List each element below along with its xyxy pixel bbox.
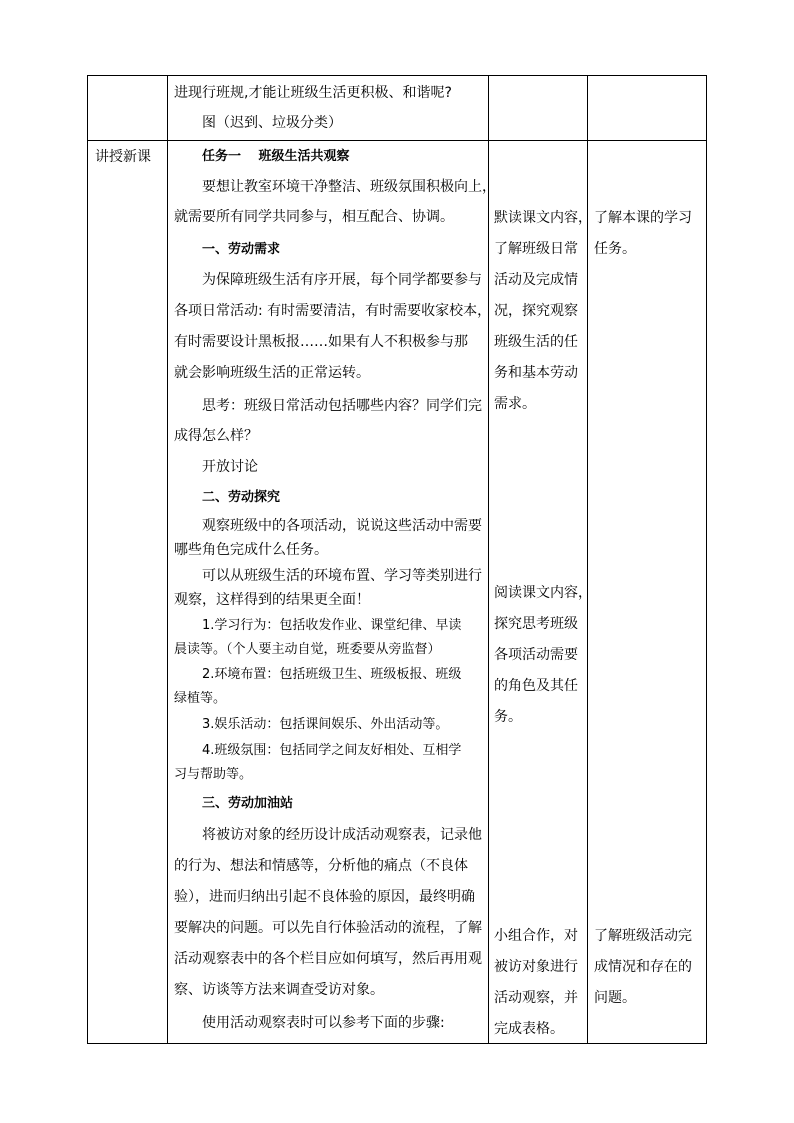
list-item-2-line-2: 绿植等。 — [174, 691, 227, 706]
station-line-2: 的行为、想法和情感等，分析他的痛点（不良体 — [174, 858, 468, 874]
design-intent-2-line-3: 问题。 — [594, 990, 636, 1006]
explore-line-4: 观察，这样得到的结果更全面！ — [174, 592, 370, 608]
steps-line: 使用活动观察表时可以参考下面的步骤: — [202, 1015, 445, 1031]
table-col-divider-1 — [167, 75, 168, 1044]
table-border-right — [706, 75, 707, 1044]
design-intent-1-line-2: 任务。 — [594, 241, 636, 257]
student-activity-1-line-2: 了解班级日常 — [494, 241, 578, 257]
station-line-3: 验），进而归纳出引起不良体验的原因，最终明确 — [174, 889, 475, 905]
list-item-1-line-2: 晨读等。（个人要主动自觉，班委要从旁监督） — [174, 642, 441, 657]
explore-line-2: 哪些角色完成什么任务。 — [174, 542, 328, 558]
task-title: 任务一 班级生活共观察 — [202, 149, 350, 164]
table-col-divider-2 — [488, 75, 489, 1044]
list-item-1-line-1: 1.学习行为：包括收发作业、课堂纪律、早读 — [202, 618, 462, 633]
demand-line-3: 有时需要设计黑板报……如果有人不积极参与那 — [174, 334, 468, 350]
table-border-left — [87, 75, 88, 1044]
station-line-1: 将被访对象的经历设计成活动观察表，记录他 — [202, 827, 482, 843]
top-row-line-2: 图（迟到、垃圾分类） — [202, 115, 342, 131]
intro-line-1: 要想让教室环境干净整洁、班级氛围积极向上， — [202, 179, 496, 195]
explore-line-1: 观察班级中的各项活动，说说这些活动中需要 — [202, 518, 482, 534]
section-title-station: 三、劳动加油站 — [202, 796, 294, 811]
demand-line-4: 就会影响班级生活的正常运转。 — [174, 365, 370, 381]
station-line-4: 要解决的问题。可以先自行体验活动的流程，了解 — [174, 920, 482, 936]
explore-line-3: 可以从班级生活的环境布置、学习等类别进行 — [202, 568, 482, 584]
student-activity-1-line-1: 默读课文内容， — [494, 210, 592, 226]
table-row-divider — [87, 140, 707, 141]
student-activity-1-line-3: 活动及完成情 — [494, 272, 578, 288]
student-activity-3-line-2: 被访对象进行 — [494, 959, 578, 975]
section-title-explore: 二、劳动探究 — [202, 490, 281, 505]
intro-line-2: 就需要所有同学共同参与，相互配合、协调。 — [174, 209, 454, 225]
student-activity-2-line-5: 务。 — [494, 709, 522, 725]
station-line-5: 活动观察表中的各个栏目应如何填写，然后再用观 — [174, 951, 482, 967]
station-line-6: 察、访谈等方法来调查受访对象。 — [174, 982, 384, 998]
student-activity-3-line-4: 完成表格。 — [494, 1021, 564, 1037]
section-title-demand: 一、劳动需求 — [202, 242, 281, 257]
student-activity-2-line-3: 各项活动需要 — [494, 647, 578, 663]
demand-line-1: 为保障班级生活有序开展，每个同学都要参与 — [202, 272, 482, 288]
design-intent-2-line-1: 了解班级活动完 — [594, 928, 692, 944]
student-activity-3-line-3: 活动观察，并 — [494, 990, 578, 1006]
think-line-1: 思考：班级日常活动包括哪些内容？同学们完 — [202, 398, 482, 414]
student-activity-1-line-7: 需求。 — [494, 396, 536, 412]
student-activity-2-line-2: 探究思考班级 — [494, 616, 578, 632]
student-activity-2-line-1: 阅读课文内容， — [494, 585, 592, 601]
student-activity-3-line-1: 小组合作，对 — [494, 928, 578, 944]
student-activity-2-line-4: 的角色及其任 — [494, 678, 578, 694]
demand-line-2: 各项日常活动: 有时需要清洁，有时需要收家校本， — [174, 303, 492, 319]
list-item-2-line-1: 2.环境布置：包括班级卫生、班级板报、班级 — [202, 667, 462, 682]
row-label-new-lesson: 讲授新课 — [95, 149, 151, 165]
design-intent-1-line-1: 了解本课的学习 — [594, 210, 692, 226]
student-activity-1-line-5: 班级生活的任 — [494, 334, 578, 350]
student-activity-1-line-4: 况，探究观察 — [494, 303, 578, 319]
list-item-4-line-1: 4.班级氛围：包括同学之间友好相处、互相学 — [202, 743, 462, 758]
student-activity-1-line-6: 务和基本劳动 — [494, 365, 578, 381]
open-discussion: 开放讨论 — [202, 459, 258, 475]
list-item-4-line-2: 习与帮助等。 — [174, 767, 253, 782]
design-intent-2-line-2: 成情况和存在的 — [594, 959, 692, 975]
list-item-3: 3.娱乐活动：包括课间娱乐、外出活动等。 — [202, 717, 449, 732]
think-line-2: 成得怎么样？ — [174, 428, 258, 444]
table-border-top — [87, 75, 707, 76]
table-border-bottom — [87, 1043, 707, 1044]
top-row-line-1: 进现行班规,才能让班级生活更积极、和谐呢? — [174, 85, 452, 101]
